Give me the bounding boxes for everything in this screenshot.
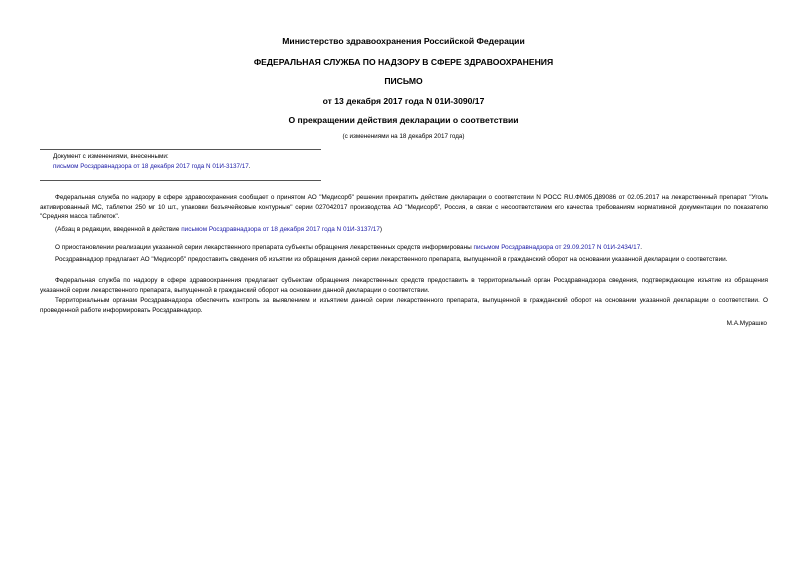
changes-top-divider (40, 149, 321, 150)
document-title: О прекращении действия декларации о соответствии (288, 115, 519, 125)
changes-box (53, 152, 251, 172)
edition-note-prefix: (Абзац в редакции, введенной в действие (55, 226, 182, 233)
suspension-suffix: . (640, 244, 643, 251)
changes-link[interactable]: письмом Росздравнадзора от 18 декабря 2017 года N 01И-3137/17 (53, 163, 249, 170)
paragraph-territorial-control: Территориальным органам Росздравнадзора обеспечить контроль за выявлением и изъятием данной серии лекарственного препарата, выпущенной в гражданский оборот на основании указанной декларации о соответствии. О проведенной работе информировать Росздравнадзор. (40, 297, 768, 314)
suspension-prefix: О приостановлении реализации указанной серии лекарственного препарата субъекты обращения лекарственных средств информированы (55, 244, 474, 251)
paragraph-edition-note (40, 225, 768, 235)
date-number-heading: от 13 декабря 2017 года N 01И-3090/17 (322, 96, 485, 106)
edition-note-suffix: ) (379, 226, 383, 233)
service-heading: ФЕДЕРАЛЬНАЯ СЛУЖБА ПО НАДЗОРУ В СФЕРЕ ЗДРАВООХРАНЕНИЯ (253, 57, 554, 67)
paragraph-subjects-request: Федеральная служба по надзору в сфере здравоохранения предлагает субъектам обращения лекарственных средств предоставить в территориальный орган Росздравнадзора сведения, подтверждающие изъятие из обращения указанной серии лекарственного препарата, выпущенной в гражданский оборот на основании данной декларации о соответствии. (40, 277, 768, 294)
doc-type-heading: ПИСЬМО (384, 76, 423, 86)
changes-bottom-divider (40, 180, 321, 181)
ministry-heading: Министерство здравоохранения Российской Федерации (282, 36, 525, 46)
changes-trailing: . (248, 163, 251, 170)
paragraph-declaration: Федеральная служба по надзору в сфере здравоохранения сообщает о принятом АО "Медисорб" решении прекратить действие декларации о соответствии N РОСС RU.ФМ05.Д89086 от 02.05.2017 на лекарственный препарат "Уголь активированный МС, таблетки 250 мг 10 шт., упаковки безъячейковые контурные" серии 027042017 производства АО "Медисорб", Россия, в связи с несоответствием его качества требованиям нормативной документации по показателю "Средняя масса таблеток". (40, 194, 768, 221)
changes-label: Документ с изменениями, внесенными: (53, 153, 169, 160)
edition-note-link[interactable]: письмом Росздравнадзора от 18 декабря 2017 года N 01И-3137/17 (181, 226, 380, 233)
signature: М.А.Мурашко (726, 320, 767, 327)
changes-line (53, 162, 251, 172)
paragraph-suspension (40, 243, 768, 253)
suspension-link[interactable]: письмом Росздравнадзора от 29.09.2017 N 01И-2434/17 (473, 244, 641, 251)
amendment-note: (с изменениями на 18 декабря 2017 года) (342, 133, 465, 140)
paragraph-withdrawal-info: Росздравнадзор предлагает АО "Медисорб" предоставить сведения об изъятии из обращения данной серии лекарственного препарата, выпущенной в гражданский оборот на основании указанной декларации о соответствии. (55, 256, 728, 263)
